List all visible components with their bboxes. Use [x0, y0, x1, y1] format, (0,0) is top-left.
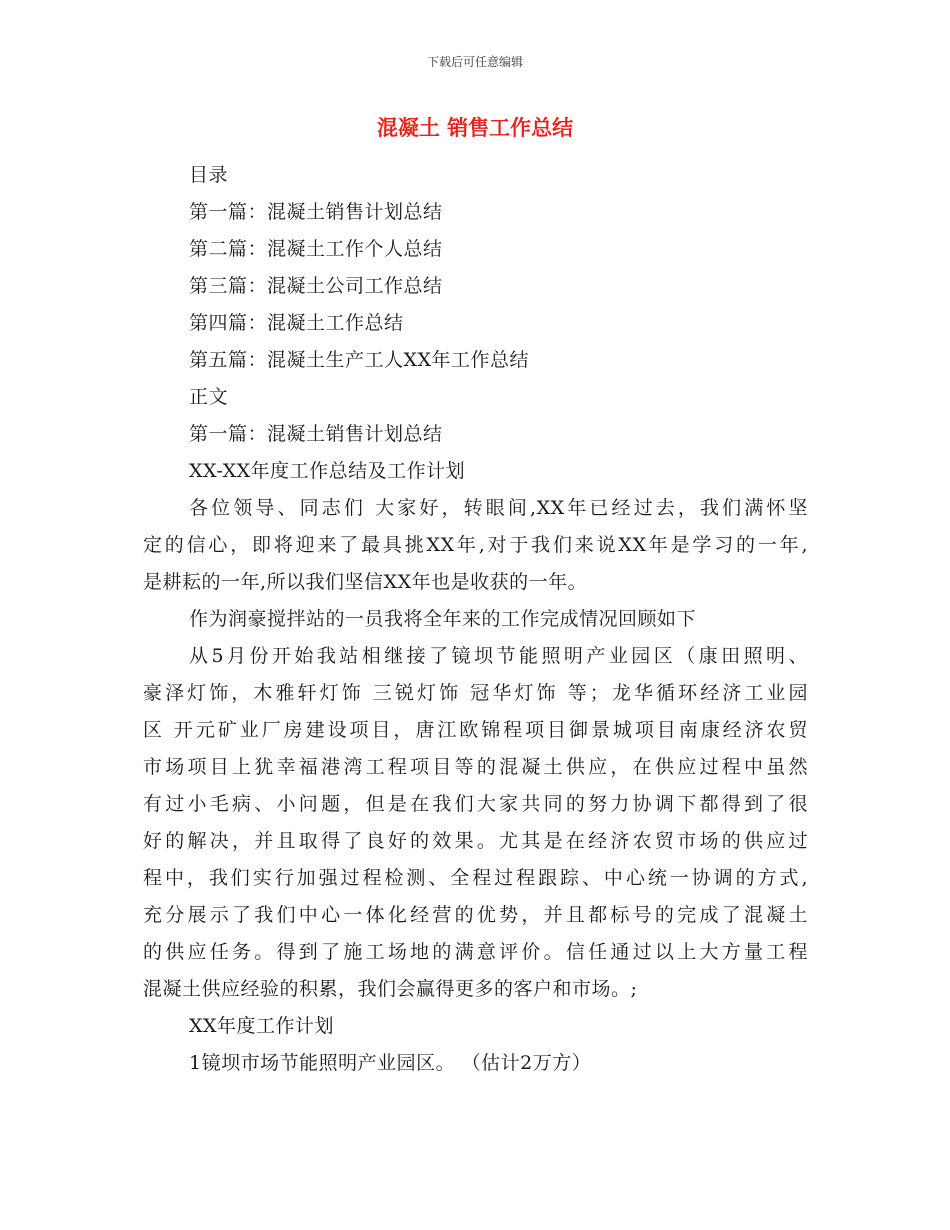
text-line: 豪泽灯饰，木雅轩灯饰 三锐灯饰 冠华灯饰 等；龙华循环经济工业园: [143, 682, 808, 704]
text-line: 正文: [189, 386, 229, 408]
text-line: 目录: [189, 164, 229, 186]
text-line: 第二篇：混凝土工作个人总结: [189, 238, 443, 260]
document-title: 混凝土 销售工作总结: [376, 116, 574, 140]
text-line: XX-XX年度工作总结及工作计划: [189, 460, 466, 482]
text-line: 有过小毛病、小问题，但是在我们大家共同的努力协调下都得到了很: [143, 793, 808, 815]
text-line: 定的信心，即将迎来了最具挑XX年,对于我们来说XX年是学习的一年,: [143, 534, 808, 556]
text-line: 各位领导、同志们 大家好，转眼间,XX年已经过去，我们满怀坚: [189, 497, 808, 519]
text-line: 第一篇：混凝土销售计划总结: [189, 201, 443, 223]
text-line: 第三篇：混凝土公司工作总结: [189, 275, 443, 297]
text-line: 第四篇：混凝土工作总结: [189, 312, 404, 334]
text-line: 1镜坝市场节能照明产业园区。 （估计2万方）: [189, 1052, 592, 1074]
text-line: 第一篇：混凝土销售计划总结: [189, 423, 443, 445]
text-line: 充分展示了我们中心一体化经营的优势，并且都标号的完成了混凝土: [143, 904, 808, 926]
text-line: 混凝土供应经验的积累，我们会赢得更多的客户和市场。;: [143, 978, 638, 1000]
text-line: 是耕耘的一年,所以我们坚信XX年也是收获的一年。: [143, 571, 588, 593]
document-body: [143, 157, 808, 1082]
text-line: 第五篇：混凝土生产工人XX年工作总结: [189, 349, 530, 371]
text-line: 程中，我们实行加强过程检测、全程过程跟踪、中心统一协调的方式,: [143, 867, 808, 889]
text-line: 的供应任务。得到了施工场地的满意评价。信任通过以上大方量工程: [143, 941, 808, 963]
text-line: 作为润豪搅拌站的一员我将全年来的工作完成情况回顾如下: [189, 608, 697, 630]
text-line: 从5月份开始我站相继接了镜坝节能照明产业园区（康田照明、: [189, 645, 808, 667]
text-line: XX年度工作计划: [189, 1015, 335, 1037]
text-line: 好的解决，并且取得了良好的效果。尤其是在经济农贸市场的供应过: [143, 830, 808, 852]
text-line: 区 开元矿业厂房建设项目，唐江欧锦程项目御景城项目南康经济农贸: [143, 719, 808, 741]
text-line: 市场项目上犹幸福港湾工程项目等的混凝土供应，在供应过程中虽然: [143, 756, 808, 778]
page-header: 下载后可任意编辑: [426, 55, 523, 69]
